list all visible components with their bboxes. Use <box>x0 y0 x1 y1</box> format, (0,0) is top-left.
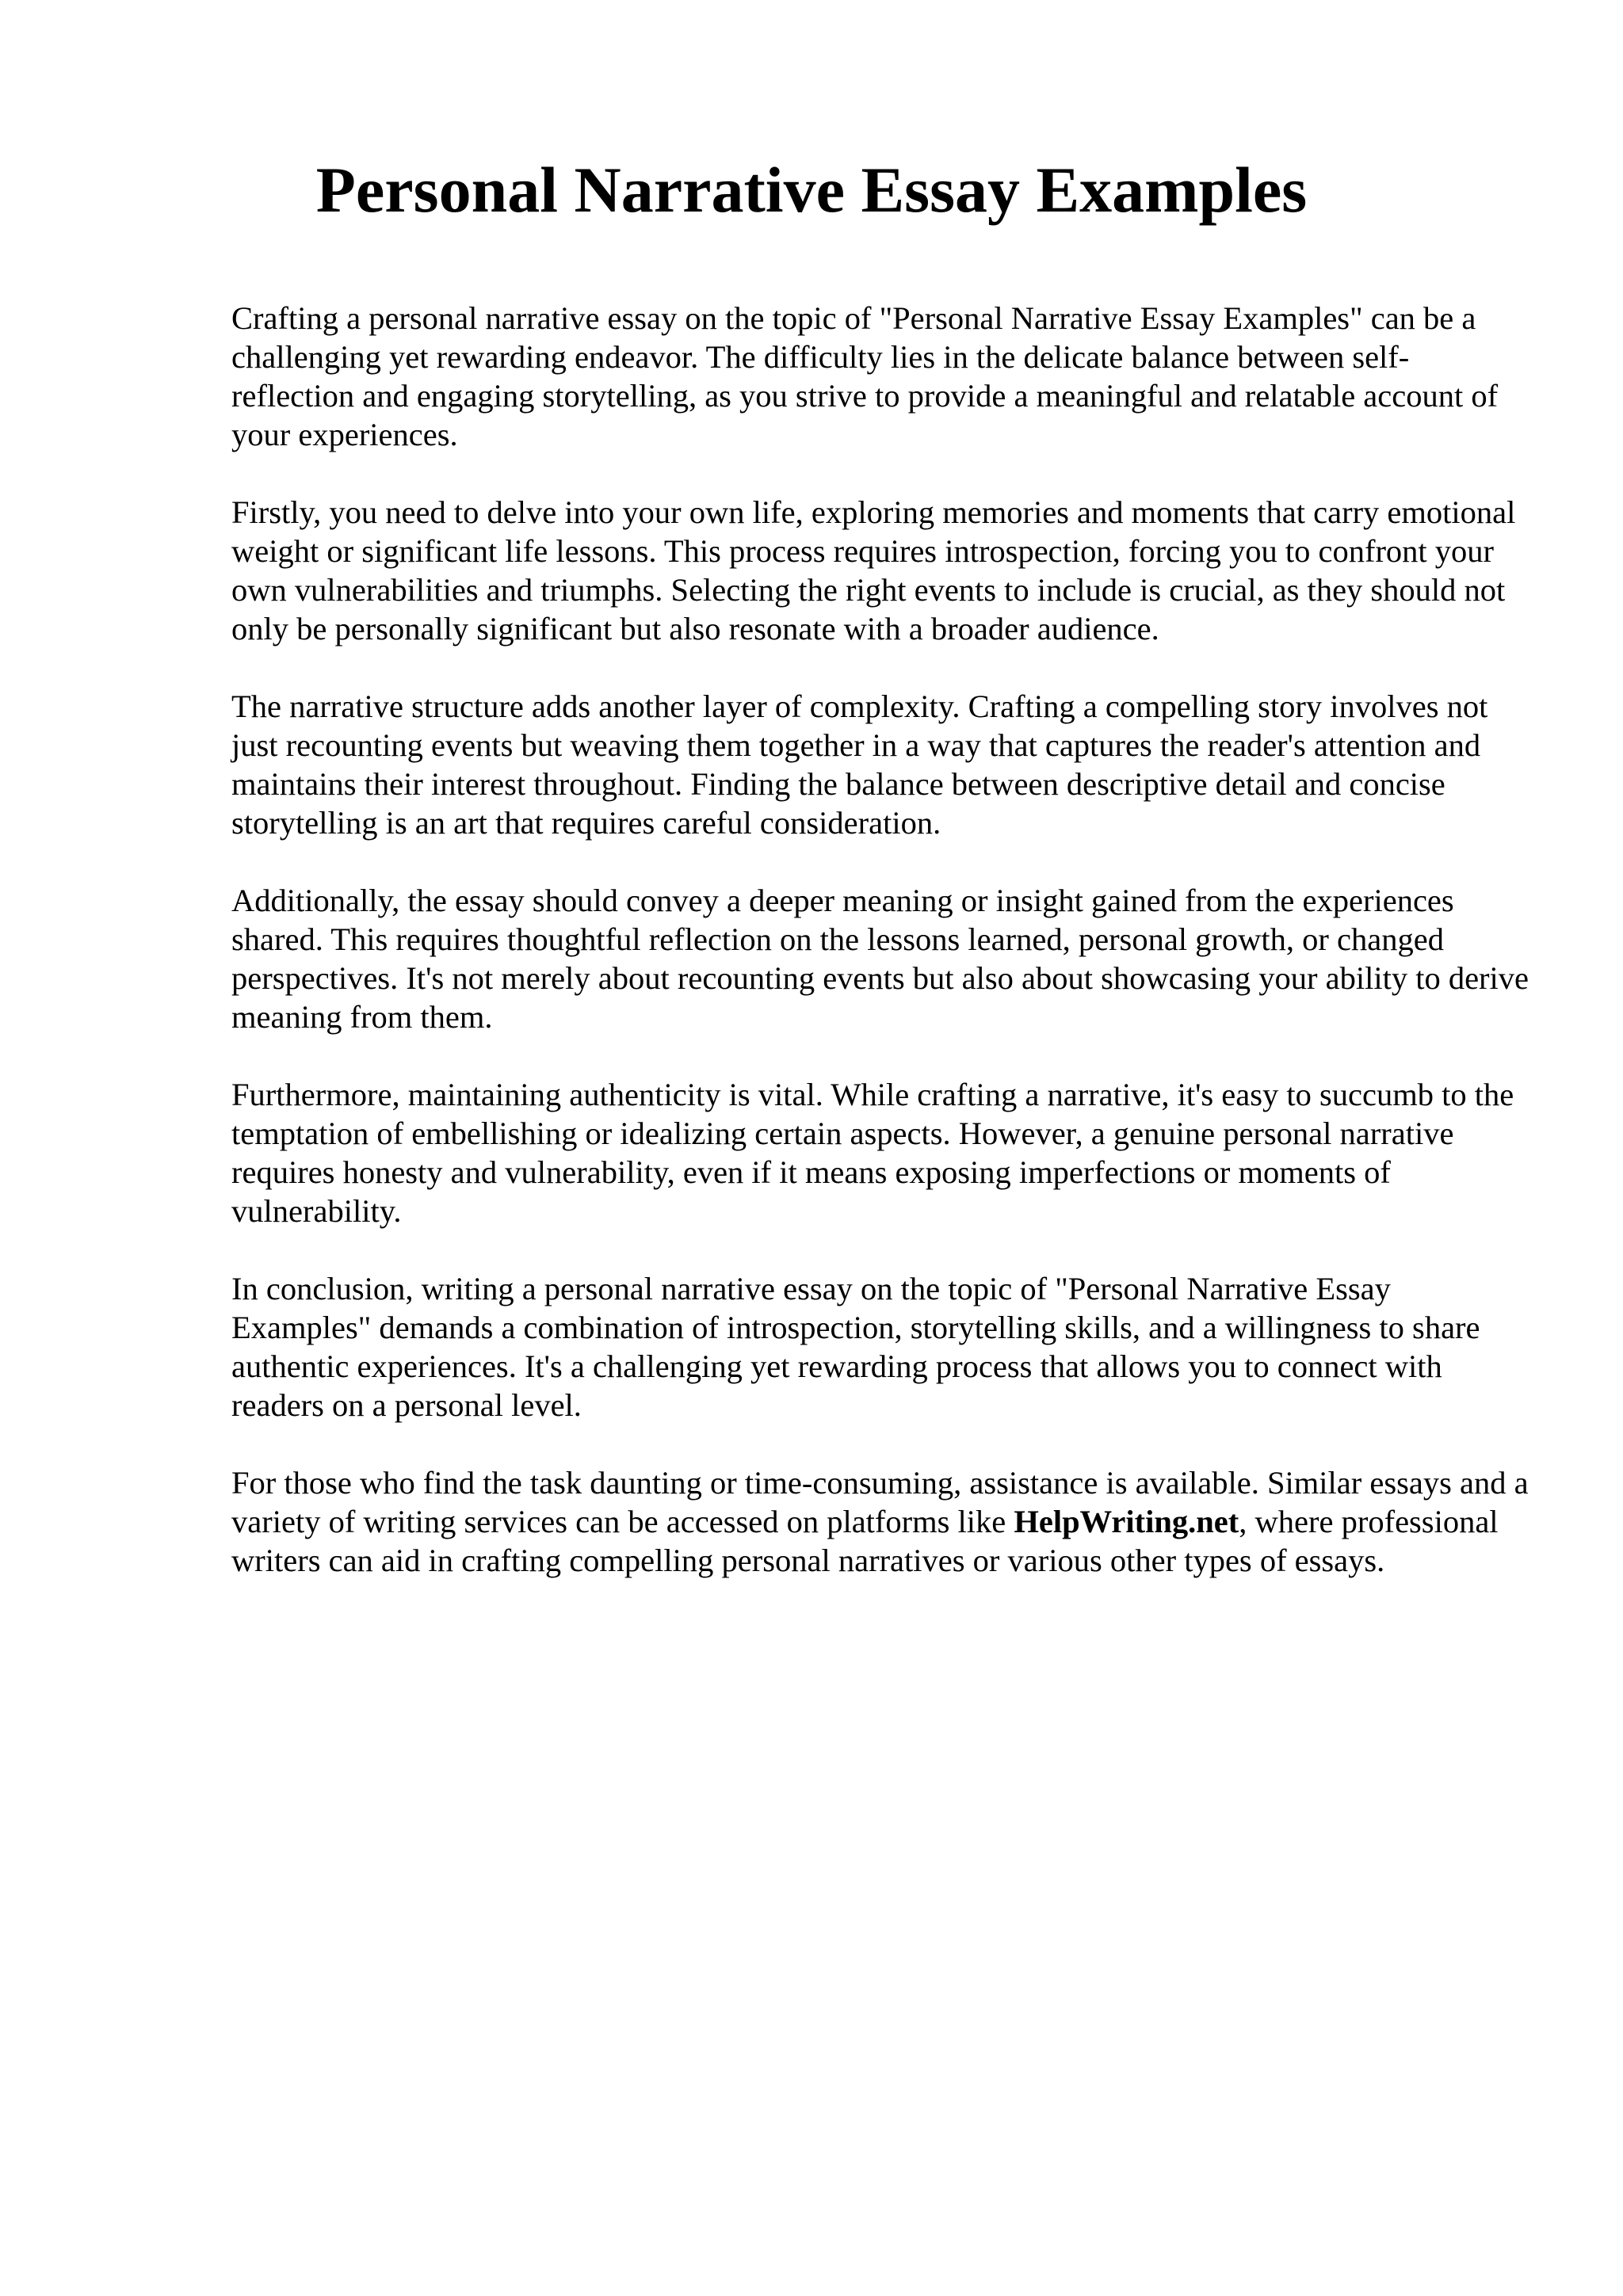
paragraph-7-tail: , where professional writers can aid in crafting compelling personal narratives or various other types of essays. <box>231 1504 1499 1578</box>
paragraph-6: In conclusion, writing a personal narrative essay on the topic of "Personal Narrative Essay Examples" demands a combination of introspection, storytelling skills, and a willingness to share authentic experiences. It's a challenging yet rewarding process that allows you to connect with readers on a personal level. <box>231 1271 1480 1423</box>
essay-body <box>231 299 1531 1619</box>
paragraph-4: Additionally, the essay should convey a deeper meaning or insight gained from the experiences shared. This requires thoughtful reflection on the lessons learned, personal growth, or changed perspectives. It's not merely about recounting events but also about showcasing your ability to derive meaning from them. <box>231 883 1529 1035</box>
paragraph-5: Furthermore, maintaining authenticity is vital. While crafting a narrative, it's easy to succumb to the temptation of embellishing or idealizing certain aspects. However, a genuine personal narrative requires honesty and vulnerability, even if it means exposing imperfections or moments of vulnerability. <box>231 1077 1514 1229</box>
paragraph-7-lead: For those who find the task daunting or time-consuming, assistance is available. Similar essays and a variety of writing services can be accessed on platforms like <box>231 1465 1529 1539</box>
helpwriting-link[interactable]: HelpWriting.net <box>1014 1504 1239 1539</box>
paragraph-3: The narrative structure adds another layer of complexity. Crafting a compelling story involves not just recounting events but weaving them together in a way that captures the reader's attention and maintains their interest throughout. Finding the balance between descriptive detail and concise storytelling is an art that requires careful consideration. <box>231 688 1488 841</box>
paragraph-1: Crafting a personal narrative essay on the topic of "Personal Narrative Essay Examples" can be a challenging yet rewarding endeavor. The difficulty lies in the delicate balance between self-reflection and engaging storytelling, as you strive to provide a meaningful and relatable account of your experiences. <box>231 300 1499 452</box>
paragraph-7 <box>231 1463 1531 1580</box>
document-title: Personal Narrative Essay Examples <box>315 154 1308 226</box>
paragraph-2: Firstly, you need to delve into your own life, exploring memories and moments that carry emotional weight or significant life lessons. This process requires introspection, forcing you to confront your own vulnerabilities and triumphs. Selecting the right events to include is crucial, as they should not only be personally significant but also resonate with a broader audience. <box>231 494 1516 646</box>
